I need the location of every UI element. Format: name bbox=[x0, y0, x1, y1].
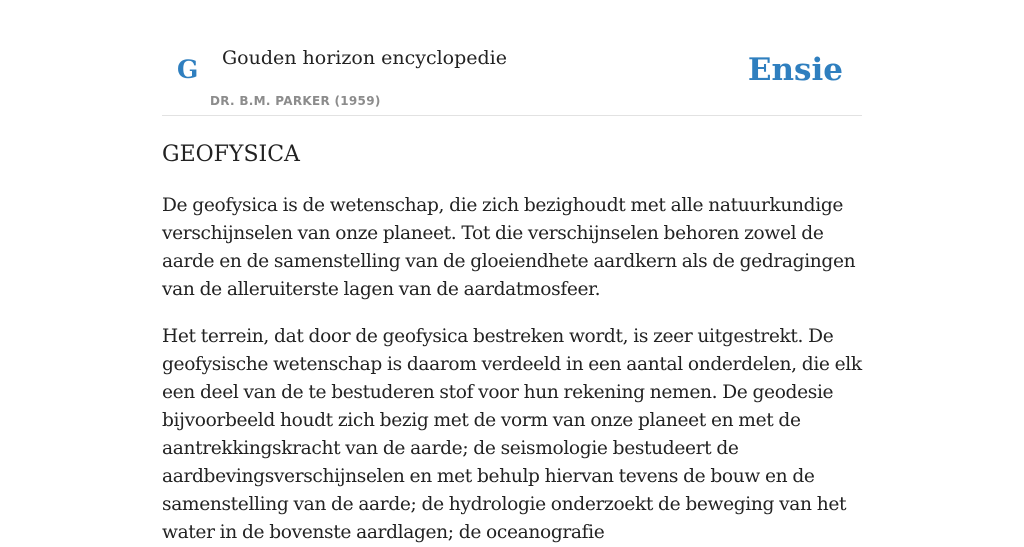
book-logo-letter[interactable]: G bbox=[177, 55, 199, 84]
book-title[interactable]: Gouden horizon encyclopedie bbox=[222, 47, 507, 69]
article bbox=[162, 140, 862, 547]
article-paragraph: De geofysica is de wetenschap, die zich bezighoudt met alle natuurkundige verschijnselen van onze planeet. Tot die verschijnselen behoren zowel de aarde en de samenstelling van de gloeiendhete aardkern als de gedragingen van de alleruiterste lagen van de aardatmosfeer. bbox=[162, 195, 856, 300]
brand-logo-link[interactable]: Ensie bbox=[747, 52, 843, 88]
article-title: GEOFYSICA bbox=[162, 142, 300, 167]
article-paragraph: Het terrein, dat door de geofysica bestreken wordt, is zeer uitgestrekt. De geofysische wetenschap is daarom verdeeld in een aantal onderdelen, die elk een deel van de te bestuderen stof voor hun rekening nemen. De geodesie bijvoorbeeld houdt zich bezig met de vorm van onze planeet en met de aantrekkingskracht van de aarde; de seismologie bestudeert de aardbevingsverschijnselen en met behulp hiervan tevens de bouw en de samenstelling van de aarde; de hydrologie onderzoekt de beweging van het water in de bovenste aardlagen; de oceanografie bbox=[162, 326, 862, 543]
book-author: DR. B.M. PARKER (1959) bbox=[210, 94, 381, 108]
header bbox=[162, 0, 862, 116]
